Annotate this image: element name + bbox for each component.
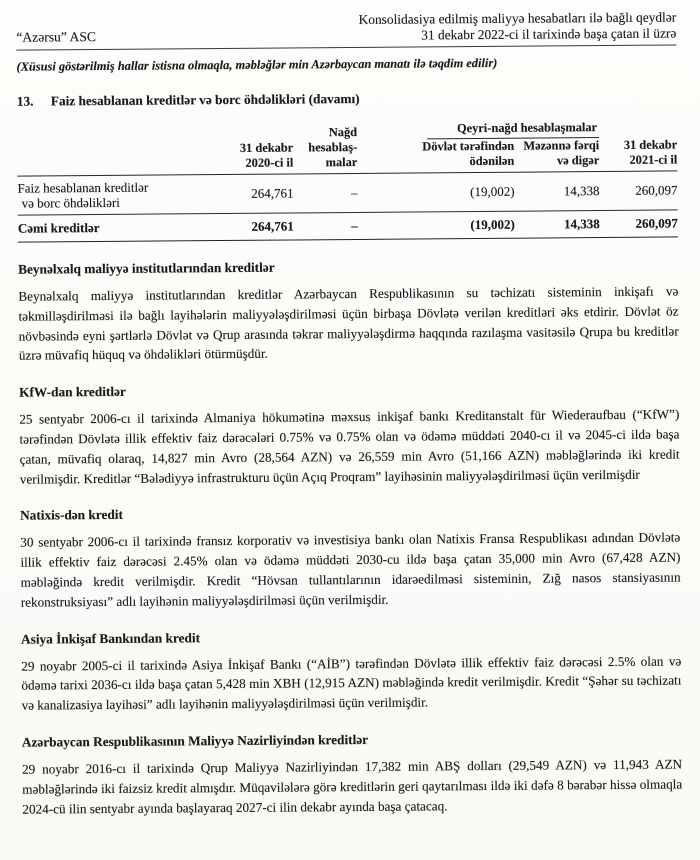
subsection-heading: Azərbaycan Respublikasının Maliyyə Nazirliyindən kreditlər: [21, 731, 369, 750]
cell-2020: 264,761: [187, 174, 293, 214]
cell-cash: –: [294, 212, 358, 240]
col-header-cash-line1: hesablaş-: [308, 139, 358, 155]
col-group-noncash-label: Qeyri-nağd hesablaşmalar: [427, 120, 599, 139]
subsection-body: Beynəlxalq maliyyə institutlarından kreditlər Azərbaycan Respublikasının su təchizatı sisteminin inkişafı və təkmilləşdirilməsi ilə bağlı layihələrin maliyyələşdirilməsi üçün birbaşa Dövlətə verilən kreditləri əks etdirir. Dövlət öz növbəsində eyni şərtlərlə Dövlət və Qrup arasında təkrar maliyyələşdirmə haqqında razılaşma vasitəsilə Qrupa bu kreditlər üzrə müvafiq hüquq və öhdəlikləri ötürmüşdür.: [18, 283, 679, 364]
subsection-heading: Beynəlxalq maliyyə institutlarından kreditlər: [18, 259, 275, 277]
cell-state-paid: (19,002): [357, 172, 514, 212]
cell-cash: –: [293, 173, 357, 213]
page-header: [16, 9, 676, 50]
report-title-line1: Konsolidasiya edilmiş maliyyə hesabatları ilə bağlı qeydlər: [358, 9, 677, 27]
subsection-heading: Asiya İnkişaf Bankından kredit: [20, 629, 201, 647]
cell-2020: 264,761: [188, 213, 294, 241]
subsection-body: 25 sentyabr 2006-cı il tarixində Almaniya hökumətinə məxsus inkişaf bankı Kreditanstalt für Wiederaufbau (“KfW”) tərəfindən Dövlətə illik effektiv faiz dərəcələri 0.75% və 0.75% olan və ödəmə müddəti 2040-cı il və 2045-ci ildə başa çatan, müvafiq olaraq, 14,827 min Avro (28,564 AZN) və 26,559 min Avro (51,166 AZN) məbləğlərində iki kredit verilmişdir. Kreditlər “Bələdiyyə infrastrukturu üçün Açıq Proqram” layihəsinin maliyyələşdirilməsi üçün verilmişdir: [19, 406, 680, 487]
section-kfw-loans: [19, 380, 680, 489]
cell-fx: 14,338: [515, 211, 600, 239]
subsection-heading: KfW-dan kreditlər: [19, 383, 126, 400]
cell-state-paid: (19,002): [358, 211, 515, 239]
table-row-interest-bearing-loans: [17, 171, 677, 215]
subsection-body: 30 sentyabr 2006-cı il tarixində fransız korporativ və investisiya bankı olan Natixis Fransa Respublikası adından Dövlətə illik effektiv faiz dərəcəsi 2.45% olan və ödəmə müddəti 2030-cu ildə başa çatan 35,000 min Avro (67,428 AZN) məbləğində kredit verilmişdir. Kredit “Hövsan tullantılarının idarəedilməsi sisteminin, Zığ nasos stansiyasının rekonstruksiyası” adlı layihənin maliyyələşdirilməsi üçün verilmişdir.: [20, 529, 681, 610]
col-header-state-paid-line2: ödənilən: [357, 154, 514, 174]
cell-fx: 14,338: [514, 172, 599, 212]
subsection-body: 29 noyabr 2016-cı il tarixində Qrup Maliyyə Nazirliyindən 17,382 min ABŞ dolları (29,549 AZN) və 11,943 AZN məbləğlərində iki faizsiz kredit almışdır. Müqavilələrə görə kreditlərin geri qaytarılması ildə iki dəfə 8 bərabər hissə olmaqla 2024-cü ilin sentyabr ayında başlayaraq 2027-ci ilin dekabr ayında başa çatacaq.: [21, 756, 683, 817]
subsection-body: 29 noyabr 2005-ci il tarixində Asiya İnkişaf Bankı (“AİB”) tərəfindən Dövlətə illik effektiv faiz dərəcəsi 2.5% olan və ödəmə tarixi 2036-cı ildə başa çatan 5,428 min XBH (12,915 AZN) məbləğində kredit verilmişdir. Kredit “Şəhər su təchizatı və kanalizasiya layihəsi” adlı layihənin maliyyələşdirilməsi üçün verilmişdir.: [21, 652, 682, 713]
col-group-cash: Nağd: [328, 124, 358, 140]
report-title: [359, 9, 677, 43]
cell-2021: 260,097: [600, 210, 678, 238]
report-title-line2: 31 dekabr 2022-ci il tarixində başa çatan il üzrə: [421, 25, 677, 43]
cell-2021: 260,097: [599, 171, 677, 211]
col-header-2020-line1: 31 dekabr: [239, 140, 294, 155]
section-minfin-loans: [22, 729, 683, 819]
col-header-2021-line1: 31 dekabr: [623, 137, 678, 152]
col-header-state-paid-line1: Dövlət tərəfindən: [422, 138, 515, 154]
row-label: Cəmi kreditlər: [18, 214, 188, 242]
section-adb-loan: [21, 626, 682, 716]
col-header-fx-line1: Məzənnə fərqi: [523, 138, 600, 153]
col-header-fx-line2: və digər: [514, 153, 599, 172]
section-natixis-loan: [20, 503, 681, 612]
section-number: 13.: [16, 93, 34, 109]
col-group-noncash: [357, 118, 599, 140]
col-header-2020-line2: 2020-ci il: [187, 155, 293, 174]
subsection-heading: Natixis-dən kredit: [19, 507, 123, 523]
section-title: [17, 88, 677, 109]
measurement-note: (Xüsusi göstərilmiş hallar istisna olmaqla, məbləğlər min Azərbaycan manatı ilə təqdim edilir): [16, 55, 498, 74]
table-row-total-loans: [18, 210, 678, 242]
row-label: Faiz hesablanan kreditlər və borc öhdəlikləri: [17, 175, 187, 215]
col-header-2021-line2: 2021-ci il: [599, 152, 677, 171]
loans-movement-table: [17, 117, 678, 242]
col-header-cash-line2: malar: [293, 155, 357, 174]
section-title-text: Faiz hesablanan kreditlər və borc öhdəlikləri (davamı): [50, 90, 360, 109]
section-international-loans: [18, 256, 679, 365]
company-name: “Azərsu” ASC: [16, 28, 97, 45]
